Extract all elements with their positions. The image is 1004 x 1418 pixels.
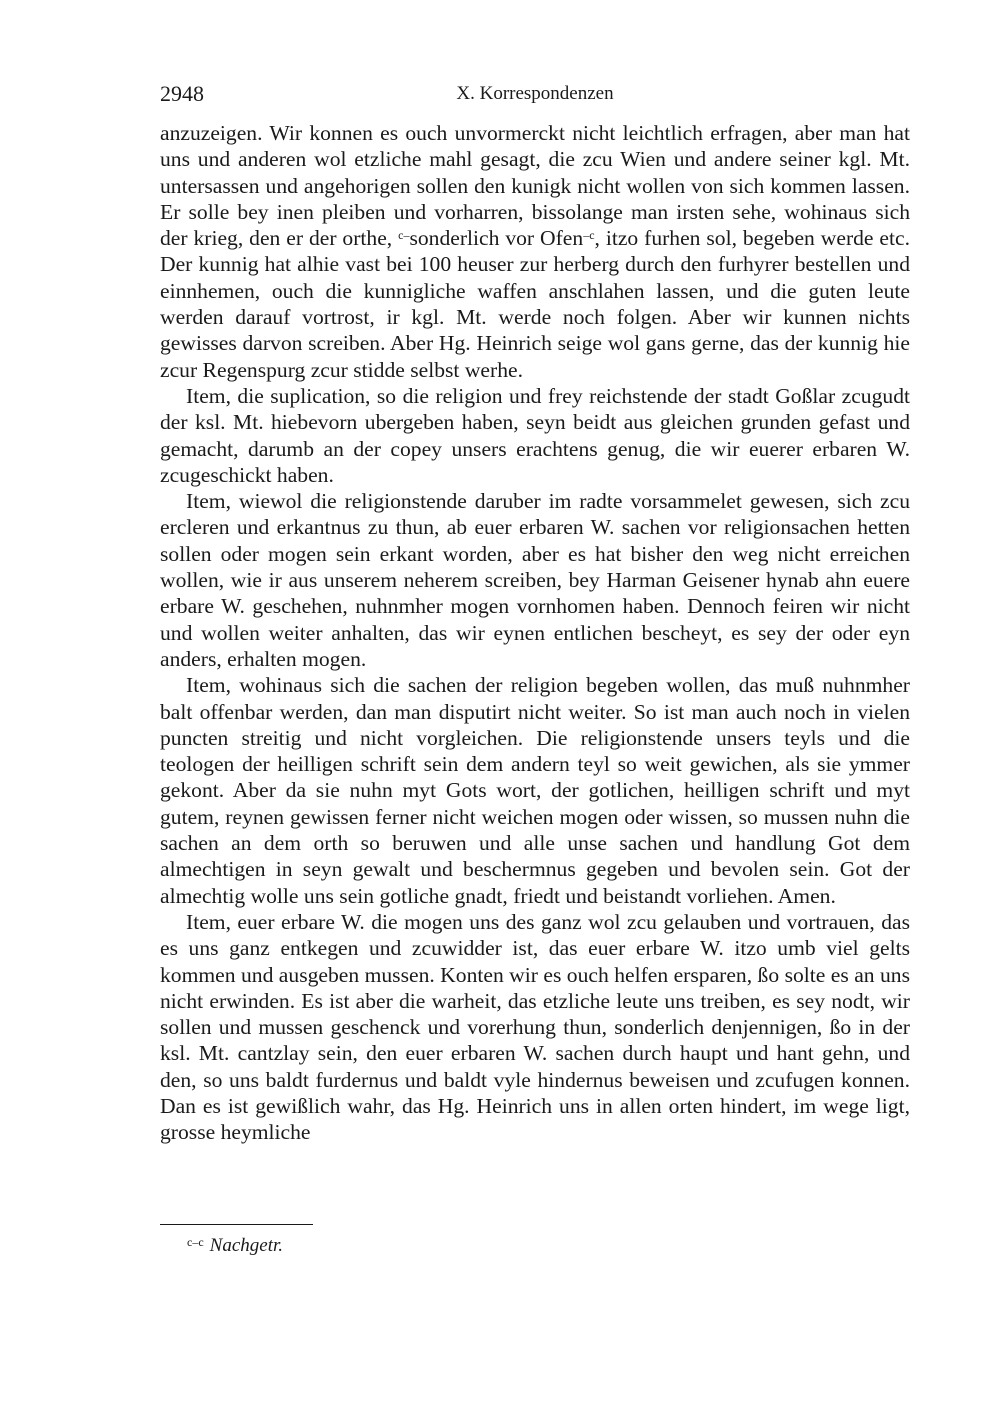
page-header: [160, 80, 910, 108]
paragraph-text: , itzo furhen sol, begeben werde etc. Der kunnig hat alhie vast bei 100 heuser zur herberg durch den furhyrer bestellen und einnhemen, ouch die kunnigliche waffen anschlahen lassen, und die guten leute werden darauf vortrost, ir kgl. Mt. werde noch folgen. Aber wir kunnen nichts gewisses darvon screiben. Aber Hg. Heinrich seige wol gans gerne, das der kunnig hie zcur Regenspurg zcur stidde selbst werhe.: [160, 226, 910, 382]
paragraph: [160, 120, 910, 383]
body-text: [160, 120, 910, 1146]
footnote-mark-close: –c: [583, 228, 595, 243]
footnote-text: Nachgetr.: [209, 1235, 284, 1256]
paragraph: Item, die suplication, so die religion und frey reichstende der stadt Goßlar zcugudt der ksl. Mt. hiebevorn ubergeben haben, seyn beidt aus gleichen grunden gefast und gemacht, darumb an der copey unsers erachtens genug, die wir euerer erbaren W. zcugeschickt haben.: [160, 383, 910, 487]
page-number: 2948: [160, 81, 204, 106]
footnote-divider: [160, 1224, 313, 1225]
footnote-label: c–c: [187, 1235, 204, 1249]
paragraph: Item, euer erbare W. die mogen uns des ganz wol zcu gelauben und vortrauen, das es uns ganz entkegen und zcuwidder ist, das euer erbare W. itzo umb viel gelts kommen und ausgeben mussen. Konten wir es ouch helfen ersparen, ßo solte es an uns nicht erwinden. Es ist aber die warheit, das etzliche leute uns treiben, es sey nodt, wir sollen und mussen geschenck und vorerhung thun, sonderlich denjennigen, ßo in der ksl. Mt. cantzlay sein, den euer erbaren W. sachen durch haupt und hant gehn, und den, so uns baldt furdernus und baldt vyle hindernus beweisen und zcufugen konnen. Dan es ist gewißlich wahr, das Hg. Heinrich uns in allen orten hindert, im wege ligt, grosse heymliche: [160, 909, 910, 1145]
footnote: [187, 1230, 283, 1258]
paragraph: Item, wiewol die religionstende daruber im radte vorsammelet gewesen, sich zcu ercleren und erkantnus zu thun, ab euer erbaren W. sachen vor religionsachen hetten sollen oder mogen sein erkant worden, aber es hat bisher den weg nicht erreichen wollen, wie ir aus unserem neherem screiben, bey Harman Geisener hynab ahn euere erbare W. geschehen, nuhnmher mogen vornhomen haben. Dennoch feiren wir nicht und wollen weiter anhalten, das wir eynen entlichen bescheyt, es sey der oder eyn anders, erhalten mogen.: [160, 489, 910, 671]
running-head: X. Korrespondenzen: [456, 83, 614, 104]
annotated-text: sonderlich vor Ofen: [409, 226, 584, 251]
paragraph-text: anzuzeigen. Wir konnen es ouch unvormerckt nicht leichtlich erfragen, aber man hat uns und anderen wol etzliche mahl gesagt, die zcu Wien und andere seiner kgl. Mt. untersassen und angehorigen sollen den kunigk nicht wollen von sich kommen lassen. Er solle bey inen pleiben und vorharren, bissolange man irsten sehe, wohinaus sich der krieg, den er der orthe,: [160, 121, 910, 251]
paragraph: Item, wohinaus sich die sachen der religion begeben wollen, das muß nuhnmher balt offenbar werden, dan man disputirt nicht weiter. So ist man auch noch in vielen puncten streitig und nicht vorgleichen. Die religionstende unsers teyls und die teologen der heilligen schrift sein dem andern teyl so weit gewichen, als sie ymmer gekont. Aber da sie nuhn myt Gots wort, der gotlichen, heilligen schrift und myt gutem, reynen gewissen ferner nicht weichen mogen oder wissen, so mussen nuhn die sachen an dem orth so beruwen und alle unse sachen und handlung Got dem almechtigen in seyn gewalt und beschermnus gegeben und bevolen sein. Got der almechtig wolle uns sein gotliche gnadt, friedt und beistandt vorliehen. Amen.: [160, 673, 910, 908]
footnote-mark-open: c–: [398, 228, 410, 243]
